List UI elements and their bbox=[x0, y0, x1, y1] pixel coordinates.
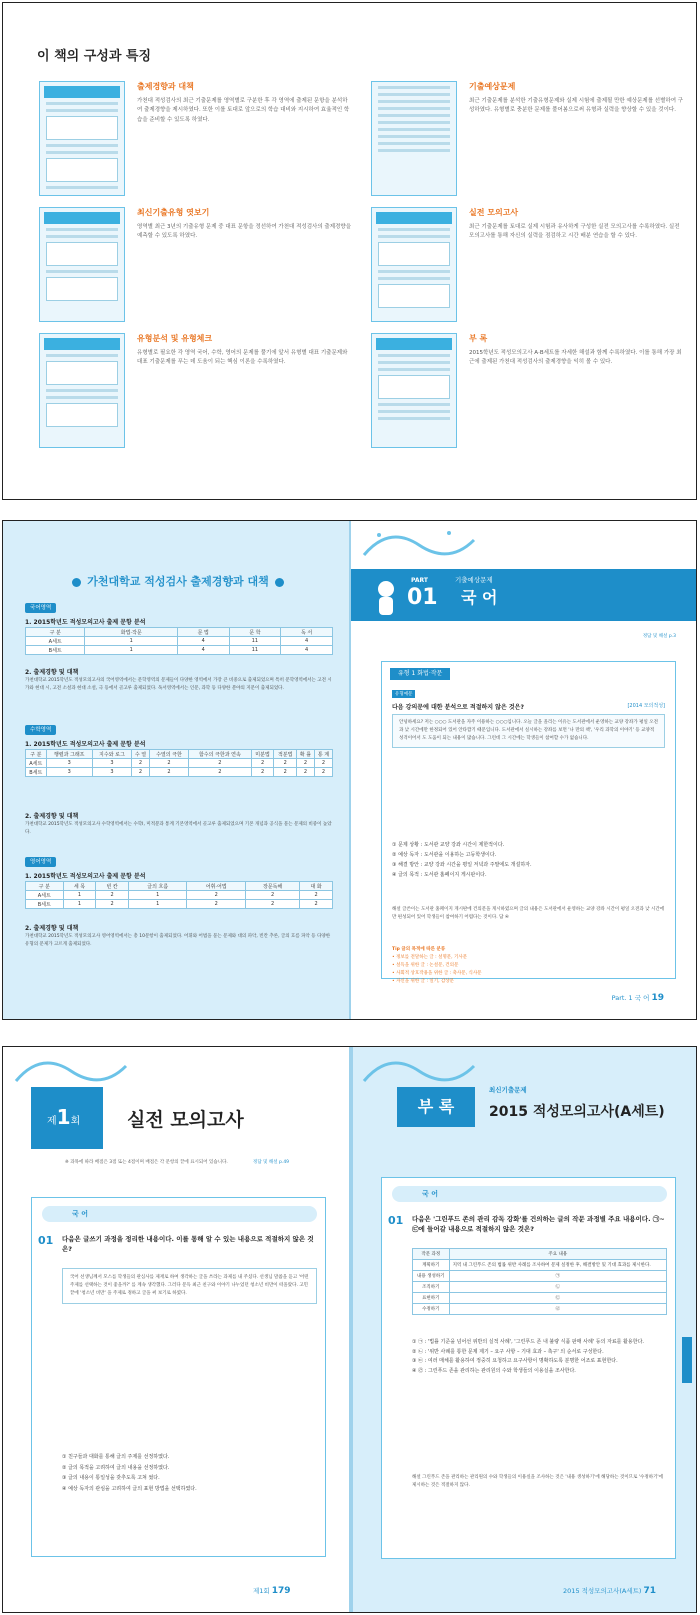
section-text: 가천대학교 2015학년도 적성모의고사 영어영역에서는 총 10문항이 출제되었다. 어휘와 어법을 묻는 문제와 대의 파악, 빈칸 추론, 글의 흐름 파악 등 다양한 유형의 문제가 고르게 출제되었다. bbox=[25, 934, 331, 947]
answer-option: ① 친구들과 대화를 통해 글의 주제를 선정하였다. bbox=[62, 1454, 170, 1460]
feature-thumbnail bbox=[371, 81, 457, 196]
answer-option: ③ 글의 내용이 통일성을 갖추도록 고쳐 썼다. bbox=[62, 1475, 160, 1481]
section-text: 가천대학교 2015학년도 적성모의고사 수학영역에서는 수학Ⅰ, 미적분과 통계 기본영역에서 골고루 출제되었으며 기본 개념과 공식을 묻는 문제의 비중이 높았다. bbox=[25, 822, 332, 835]
appendix-title: 2015 적성모의고사(A세트) bbox=[489, 1104, 665, 1120]
feature-item bbox=[39, 81, 359, 221]
answer-option: ① ㉠ : '법률 기준을 넘어선 위반의 실적 사례', '그린푸드 존 내 불량 식품 판매 사례' 등의 자료를 활용한다. bbox=[412, 1339, 644, 1345]
feature-heading: 최신기출유형 엿보기 bbox=[137, 208, 210, 217]
feature-heading: 유형분석 및 유형체크 bbox=[137, 334, 213, 343]
side-index-tab bbox=[682, 1337, 692, 1383]
tip-item: • 자신을 위한 글 : 일기, 감상문 bbox=[392, 978, 454, 984]
feature-heading: 부 록 bbox=[469, 334, 488, 343]
section-subtitle: 1. 2015학년도 적성모의고사 출제 문항 분석 bbox=[25, 619, 146, 626]
page-footer bbox=[612, 993, 664, 1003]
feature-heading: 실전 모의고사 bbox=[469, 208, 519, 217]
english-table: 구 분 세 목 빈 칸 글의 흐름 어휘·어법 장문독해 대 화 A세트 1 2 1 2 2 2 B세트 1 2 1 2 2 2 bbox=[25, 881, 333, 909]
answer-option: ② 예상 독자 : 도서관을 이용하는 고등학생이다. bbox=[392, 852, 497, 858]
section-subtitle: 1. 2015학년도 적성모의고사 출제 문항 분석 bbox=[25, 873, 146, 880]
feature-description: 최근 기출문제를 토대로 실제 시험과 유사하게 구성한 실전 모의고사를 수록하였다. 실전 모의고사를 통해 자신의 실력을 점검하고 시간 배분 연습을 할 수 있다. bbox=[469, 224, 680, 240]
question-text: 다음은 '그린푸드 존의 관리 감독 강화'를 건의하는 글의 작문 과정별 주요 내용이다. ㉠~㉢에 들어갈 내용으로 적절하지 않은 것은? bbox=[412, 1215, 665, 1234]
section-tag-english: 영어영역 bbox=[25, 857, 56, 867]
answer-option: ④ 예상 독자의 관심을 고려하여 글의 표현 방법을 선택하였다. bbox=[62, 1485, 197, 1492]
mock-exam-spread bbox=[2, 1046, 697, 1613]
feature-description: 2015학년도 적성모의고사 A·B세트를 자세한 해설과 함께 수록하였다. 이를 통해 가장 최근에 출제된 가천대 적성검사의 출제경향을 익히 볼 수 있다. bbox=[469, 350, 682, 366]
question-stem: 다음 강의문에 대한 분석으로 적절하지 않은 것은? bbox=[392, 704, 524, 711]
question-text: 다음은 글쓰기 과정을 정리한 내용이다. 이를 통해 알 수 있는 내용으로 적절하지 않은 것은? bbox=[62, 1235, 314, 1254]
answer-reference: 정답 및 해설 p.3 bbox=[642, 634, 676, 639]
page-number: 71 bbox=[643, 1586, 656, 1596]
footer-label: 2015 적성모의고사(A세트) bbox=[563, 1587, 642, 1595]
tip-item: • 정보를 전달하는 글 : 설명문, 기사문 bbox=[392, 954, 468, 960]
footer-label: 제1회 bbox=[253, 1587, 270, 1595]
part-number: 01 bbox=[407, 585, 438, 610]
feature-heading: 출제경향과 대책 bbox=[137, 82, 194, 91]
part-label: PART bbox=[411, 577, 428, 584]
feature-thumbnail bbox=[39, 333, 125, 448]
section-text: 가천대학교 2015학년도 적성모의고사의 국어영역에서는 문학영역의 문제들이 다양한 영역에서 가장 큰 비중으로 출제되었으며 특히 문학영역에서는 고전 시가와 현대 시, 고전 소설과 현대 소설, 극 등에서 골고루 출제되었다. 독서영역에서는 인문, 과학 등 다양한 분야의 지문이 출제되었다. bbox=[25, 678, 332, 691]
answer-option: ① 문제 상황 : 도서관 교양 강좌 시간이 제한적이다. bbox=[392, 842, 505, 848]
tip-item: • 사회적 상호작용을 위한 글 : 축사문, 식사문 bbox=[392, 970, 482, 976]
tip-box bbox=[392, 946, 667, 985]
answer-options bbox=[62, 1452, 197, 1494]
feature-item bbox=[39, 207, 359, 347]
composition-table: 작문 과정 주요 내용 계획하기 지역 내 그린푸드 존의 법률 위반 사례를 조사하여 문제 실정한 후, 해결방안 및 기대 효과를 제시한다. 내용 생성하기 ㉠ 조직하기 ㉡ 표현하기 ㉢ 수정하기 ㉣ bbox=[412, 1248, 667, 1315]
tip-item: • 설득을 위한 글 : 논설문, 건의문 bbox=[392, 962, 459, 968]
appendix-badge: 부 록 bbox=[397, 1087, 475, 1127]
feature-item bbox=[371, 333, 691, 473]
book-spine bbox=[349, 1047, 353, 1612]
swirl-ornament-icon bbox=[359, 525, 479, 565]
page-footer bbox=[253, 1586, 291, 1596]
footer-part: Part. 1 국 어 bbox=[611, 994, 650, 1002]
answer-option: ④ 글의 목적 : 도서관 홈페이지 게시판이다. bbox=[392, 872, 487, 878]
part-heading: 기출예상문제 bbox=[455, 576, 493, 584]
section-subtitle: 2. 출제경향 및 대책 bbox=[25, 813, 79, 820]
feature-heading: 기출예상문제 bbox=[469, 82, 516, 91]
feature-thumbnail bbox=[39, 207, 125, 322]
answer-option: ③ 해결 방안 : 교양 강좌 시간을 평일 저녁과 주말에도 개설하자. bbox=[392, 862, 532, 868]
question-number: 01 bbox=[388, 1214, 404, 1227]
feature-description: 최근 기출문제를 분석한 기출유형문제와 실제 시험에 출제될 만한 예상문제를 선별하여 구성하였다. 유형별로 충분한 문제를 풀어봄으로써 유형과 실력을 향상할 수 있을 것이다. bbox=[469, 98, 684, 114]
feature-item bbox=[371, 207, 691, 347]
practice-page bbox=[351, 521, 697, 1019]
page-number: 179 bbox=[271, 1586, 291, 1596]
answer-option: ② ㉡ : '위반 사례를 통한 문제 제기 – 요구 사항 – 기대 효과 – 촉구' 의 순서로 구성한다. bbox=[412, 1348, 604, 1355]
math-table: 구 분 행렬과 그래프 지수와 로그 수 열 수열의 극한 함수의 극한과 연속 미분법 적분법 확 률 통 계 A세트 3 3 2 2 2 2 2 2 2 B세트 3 3 2 2 2 2 2 2 2 bbox=[25, 749, 333, 777]
trend-title: 가천대학교 적성검사 출제경향과 대책 bbox=[53, 571, 303, 593]
features-page bbox=[2, 2, 697, 500]
answer-options bbox=[412, 1338, 667, 1376]
question-type-label: 유형 1 화법·작문 bbox=[390, 668, 450, 680]
feature-thumbnail bbox=[371, 333, 457, 448]
feature-thumbnail bbox=[39, 81, 125, 196]
section-subtitle: 1. 2015학년도 적성모의고사 출제 문항 분석 bbox=[25, 741, 146, 748]
subject-tab: 국 어 bbox=[392, 1186, 667, 1202]
appendix-subheading: 최신기출문제 bbox=[489, 1086, 527, 1094]
round-header bbox=[3, 1087, 349, 1149]
swirl-ornament-icon bbox=[11, 1051, 131, 1091]
feature-item bbox=[371, 81, 691, 221]
section-subtitle: 2. 출제경향 및 대책 bbox=[25, 925, 79, 932]
korean-table: 구 분 화법·작문 문 법 문 학 독 서 A세트 1 4 11 4 B세트 1 4 11 4 bbox=[25, 627, 333, 655]
explanation: 해설 글쓴이는 도서관 홈페이지 게시판에 건의문을 게시하였으며 글의 내용은 도서관에서 운영하는 교양 강좌 시간이 평일 오전과 낮 시간에만 편성되어 있어 학생들이 참여하기 어렵다는 것이다. 답 ④ bbox=[392, 907, 665, 920]
girl-mascot-icon bbox=[371, 579, 401, 619]
page-footer bbox=[563, 1586, 656, 1596]
part-banner bbox=[351, 569, 697, 621]
trend-and-practice-spread bbox=[2, 520, 697, 1020]
section-subtitle: 2. 출제경향 및 대책 bbox=[25, 669, 79, 676]
answer-reference: 정답 및 해설 p.49 bbox=[253, 1160, 290, 1165]
page-number: 19 bbox=[651, 993, 664, 1003]
answer-option: ③ ㉢ : 여러 매체를 활용하여 정중히 요청하고 요구사항이 명확하도록 분명한 어조로 표현한다. bbox=[412, 1358, 618, 1364]
feature-description: 영역별 최근 3년의 기출유형 문제 중 대표 문항을 정선하여 가천대 적성검사의 출제경향을 예측할 수 있도록 하였다. bbox=[137, 224, 352, 240]
answer-options bbox=[392, 840, 532, 880]
round-label: 제1회 bbox=[47, 1105, 81, 1129]
trend-page bbox=[3, 521, 351, 1019]
question-card bbox=[381, 1177, 676, 1559]
question-passage: 안녕하세요? 저는 ○○○ 도서관을 자주 이용하는 ○○○입니다. 오늘 글을 올리는 이유는 도서관에서 운영하는 교양 강좌가 평일 오전과 낮 시간에만 한정되어 있어 안타깝기 때문입니다. 도서관에서 실시하는 강좌를 보면 '나 만의 책', '우리 과학의 이야기' 등 교양적 성격이어서 도 도움이 되는 내용이 많습니다. 그런데 그 시간에는 학생들이 참여할 수가 없습니다. bbox=[392, 714, 665, 748]
feature-item bbox=[39, 333, 359, 473]
answer-option: ② 글의 목적을 고려하여 글의 내용을 선정하였다. bbox=[62, 1464, 170, 1471]
feature-thumbnail bbox=[371, 207, 457, 322]
subject-tab: 국 어 bbox=[42, 1206, 317, 1222]
question-card bbox=[31, 1197, 326, 1557]
question-year: [2014 모의적성] bbox=[627, 703, 665, 709]
section-tag-korean: 국어영역 bbox=[25, 603, 56, 613]
feature-description: 가천대 적성검사의 최근 기출문제를 영역별로 구분한 후 각 영역에 출제된 문항을 분석하여 출제경향을 제시하였다. 또한 이를 토대로 앞으로의 학습 대비와 지시하여 효율적인 학습을 준비할 수 있도록 하였다. bbox=[137, 98, 350, 123]
explanation: 해설 그린푸드 존을 관리하는 관리원의 수와 학생들의 이용실을 조사하는 것은 '내용 생성하기'에 해당하는 것이므로 '수정하기'에 제시하는 것은 적절하지 않다. bbox=[412, 1475, 664, 1488]
answer-option: ④ ㉣ : 그린푸드 존을 관리하는 관리원의 수와 학생들의 이용실을 조사한다. bbox=[412, 1367, 576, 1374]
question-box bbox=[381, 661, 676, 984]
question-passage: 국어 선생님께서 모스를 학생들의 관심사를 제재로 하여 생각하는 글을 쓰라는 과제를 내 주셨다. 선생님 말씀을 듣고 '어떤 주제를 선택하는 것이 좋을까?' 를 계속 생각했다. 그러다 문득 최근 친구와 이야기 나누었던 청소년 비만이 떠올랐다. 고민 끝에 '청소년 비만' 을 주제로 정하고 글을 써 보기로 하였다. bbox=[62, 1268, 317, 1304]
section-tag-math: 수학영역 bbox=[25, 725, 56, 735]
swirl-ornament-icon bbox=[359, 1051, 479, 1091]
round-title: 실전 모의고사 bbox=[127, 1109, 244, 1131]
page-title: 이 책의 구성과 특징 bbox=[37, 49, 152, 64]
feature-description: 유형별로 필요한 각 영역 국어, 수학, 영어의 문제를 풀기에 앞서 유형별 대표 기출문제와 대표 기출문제를 푸는 데 도움이 되는 핵심 이론을 수록하였다. bbox=[137, 350, 348, 366]
question-tag: 유형예문 bbox=[392, 690, 415, 698]
question-number: 01 bbox=[38, 1234, 54, 1247]
part-name: 국 어 bbox=[461, 588, 498, 607]
scoring-note: ※ 과목에 따라 배점은 3점 또는 4점이며 배점은 각 문항의 끝에 표시되어 있습니다. bbox=[65, 1160, 228, 1165]
tip-title: Tip 글의 목적에 따른 분류 bbox=[392, 947, 446, 952]
